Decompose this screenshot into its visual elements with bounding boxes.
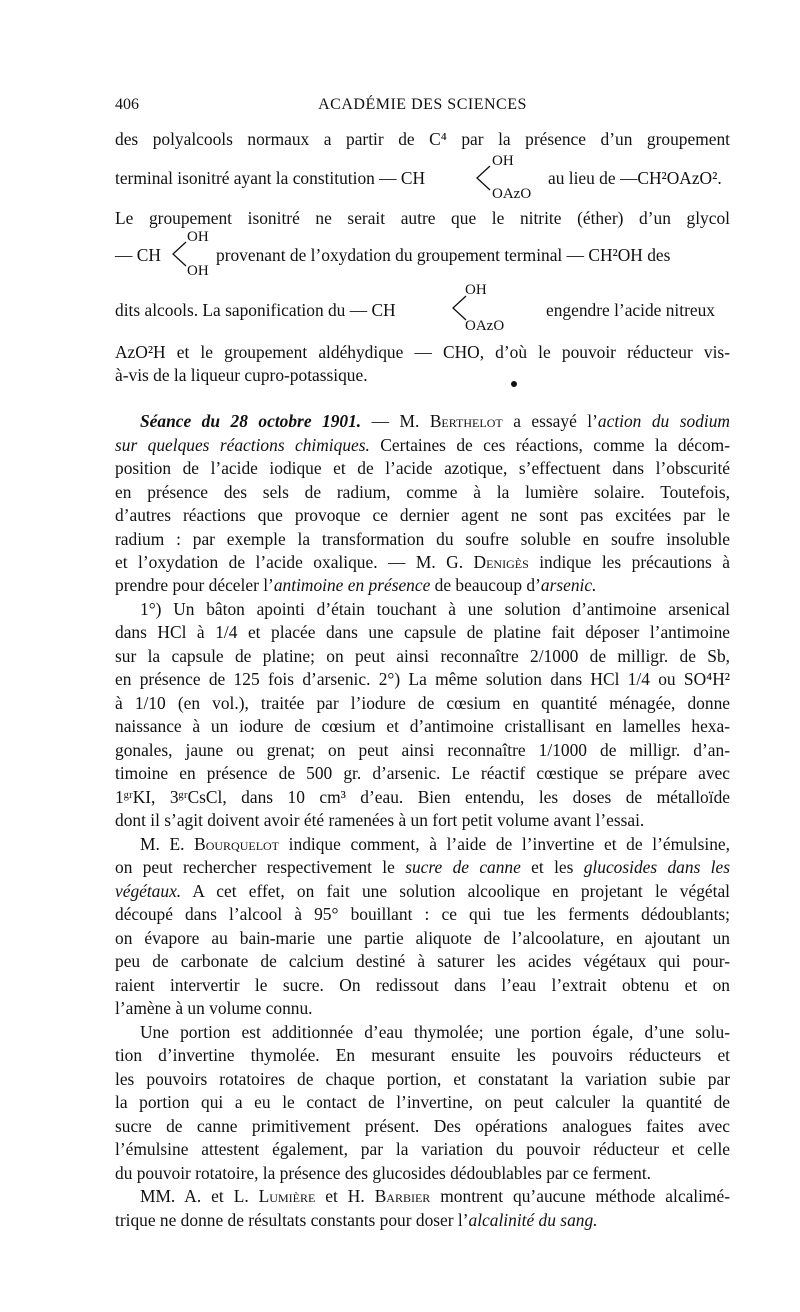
text-line: sur quelques réactions chimiques. Certaines de ces réactions, comme la décom- bbox=[115, 435, 730, 455]
text-line: à 1/10 (en vol.), traitée par l’iodure de cœsium en quantité ménagée, donne bbox=[115, 693, 730, 713]
text-line: sucre de canne primitivement présent. Des opérations analogues faites avec bbox=[115, 1116, 730, 1136]
seance-date: Séance du 28 octobre 1901. bbox=[140, 411, 362, 431]
text-line: en présence de 125 fois d’arsenic. 2°) La même solution dans HCl 1/4 ou SO⁴H² bbox=[115, 669, 730, 689]
text-fragment: au lieu de —CH²OAzO². bbox=[548, 168, 722, 188]
text-fragment: engendre l’acide nitreux bbox=[546, 300, 715, 320]
text-line: les pouvoirs rotatoires de chaque portion, et constatant la variation subie par bbox=[115, 1069, 730, 1089]
text-line: à-vis de la liqueur cupro-potassique. bbox=[115, 365, 368, 385]
ink-dot bbox=[511, 381, 517, 387]
text-line: l’émulsine attestent également, par la variation du pouvoir réducteur et celle bbox=[115, 1139, 730, 1159]
text-line: prendre pour déceler l’antimoine en présence de beaucoup d’arsenic. bbox=[115, 575, 597, 595]
text-line: gonales, jaune ou grenat; on peut ainsi reconnaître 1/1000 de milligr. d’an- bbox=[115, 740, 730, 760]
text-line: et l’oxydation de l’acide oxalique. — M. G. Denigès indique les précautions à bbox=[115, 552, 730, 572]
text-fragment: dits alcools. La saponification du — CH bbox=[115, 300, 396, 320]
formula-oh: OH bbox=[465, 282, 487, 298]
text-line: 1ᵍʳKI, 3ᵍʳCsCl, dans 10 cm³ d’eau. Bien entendu, les doses de métalloïde bbox=[115, 787, 730, 807]
text-line: timoine en présence de 500 gr. d’arsenic. Le réactif cœstique se prépare avec bbox=[115, 763, 730, 783]
text-line: du pouvoir rotatoire, la présence des glucosides dédoublables par ce ferment. bbox=[115, 1163, 652, 1183]
author-name: Barbier bbox=[374, 1186, 431, 1206]
page-header bbox=[115, 96, 730, 116]
text-line: dont il s’agit doivent avoir été ramenées à un fort petit volume avant l’essai. bbox=[115, 810, 645, 830]
text-fragment: provenant de l’oxydation du groupement terminal — CH²OH des bbox=[216, 245, 671, 265]
text-line: MM. A. et L. Lumière et H. Barbier montrent qu’aucune méthode alcalimé- bbox=[140, 1186, 730, 1206]
text-line: radium : par exemple la transformation du soufre soluble en soufre insoluble bbox=[115, 529, 730, 549]
text-line: Le groupement isonitré ne serait autre que le nitrite (éther) d’un glycol bbox=[115, 208, 730, 228]
text-line: trique ne donne de résultats constants pour doser l’alcalinité du sang. bbox=[115, 1210, 598, 1230]
text-line: Séance du 28 octobre 1901. — M. Berthelot a essayé l’action du sodium bbox=[140, 411, 730, 431]
text-line: position de l’acide iodique et de l’acide azotique, s’effectuent dans l’obscurité bbox=[115, 458, 730, 478]
running-head: ACADÉMIE DES SCIENCES bbox=[318, 96, 527, 113]
text-line: tion d’invertine thymolée. En mesurant ensuite les pouvoirs réducteurs et bbox=[115, 1045, 730, 1065]
author-name: Denigès bbox=[473, 552, 529, 572]
text-line: sur la capsule de platine; on peut ainsi reconnaître 2/1000 de milligr. de Sb, bbox=[115, 646, 730, 666]
text-line: M. E. Bourquelot indique comment, à l’aide de l’invertine et de l’émulsine, bbox=[140, 834, 730, 854]
text-line: végétaux. A cet effet, on fait une solution alcoolique en projetant le végétal bbox=[115, 881, 730, 901]
formula-oh: OH bbox=[187, 229, 209, 245]
text-fragment: terminal isonitré ayant la constitution — CH bbox=[115, 168, 426, 188]
text-line: raient intervertir le sucre. On redissout dans l’eau l’extrait obtenu et on bbox=[115, 975, 730, 995]
text-line: l’amène à un volume connu. bbox=[115, 998, 313, 1018]
text-line: naissance à un iodure de cœsium et d’antimoine cristallisant en lamelles hexa- bbox=[115, 716, 730, 736]
text-line: des polyalcools normaux a partir de C⁴ par la présence d’un groupement bbox=[115, 129, 730, 149]
text-line: AzO²H et le groupement aldéhydique — CHO, d’où le pouvoir réducteur vis- bbox=[115, 342, 730, 362]
text-fragment: — CH bbox=[115, 245, 161, 265]
branch-bracket bbox=[170, 239, 188, 269]
page-number: 406 bbox=[115, 96, 139, 113]
author-name: Berthelot bbox=[429, 411, 503, 431]
text-line: dans HCl à 1/4 et placée dans une capsule de platine fait déposer l’antimoine bbox=[115, 622, 730, 642]
text-line: 1°) Un bâton apointi d’étain touchant à une solution d’antimoine arsenical bbox=[140, 599, 730, 619]
formula-oazo: OAzO bbox=[492, 186, 532, 202]
branch-bracket bbox=[474, 163, 492, 193]
formula-oh: OH bbox=[187, 263, 209, 279]
text-line: la portion qui a eu le contact de l’invertine, on peut calculer la quantité de bbox=[115, 1092, 730, 1112]
author-name: Lumière bbox=[258, 1186, 316, 1206]
formula-oh: OH bbox=[492, 153, 514, 169]
text-line: découpé dans l’alcool à 95° bouillant : ce qui tue les ferments dédoublants; bbox=[115, 904, 730, 924]
text-line: en présence des sels de radium, comme à la lumière solaire. Toutefois, bbox=[115, 482, 730, 502]
formula-oazo: OAzO bbox=[465, 318, 505, 334]
text-line: peu de carbonate de calcium destiné à saturer les acides végétaux qui pour- bbox=[115, 951, 730, 971]
text-line: d’autres réactions que provoque ce dernier agent ne sont pas excitées par le bbox=[115, 505, 730, 525]
text-line: on peut rechercher respectivement le sucre de canne et les glucosides dans les bbox=[115, 857, 730, 877]
text-line: on évapore au bain-marie une partie aliquote de l’alcoolature, en ajoutant un bbox=[115, 928, 730, 948]
text-line: Une portion est additionnée d’eau thymolée; une portion égale, d’une solu- bbox=[140, 1022, 730, 1042]
author-name: Bourquelot bbox=[194, 834, 280, 854]
